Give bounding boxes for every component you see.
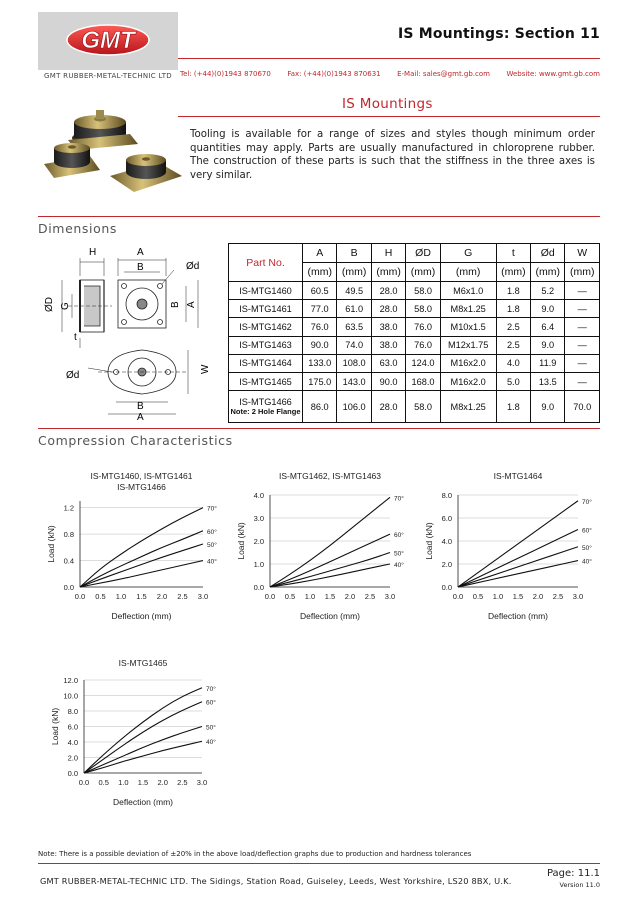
label-W: W (200, 364, 211, 374)
y-tick-label: 0.4 (63, 556, 74, 566)
y-tick-label: 2.0 (441, 560, 452, 569)
table-cell: 106.0 (337, 391, 371, 423)
contact-tel: Tel: (+44)(0)1943 870670 (180, 70, 271, 78)
column-unit: (mm) (371, 263, 405, 282)
table-cell: 61.0 (337, 300, 371, 318)
table-cell: 60.5 (303, 282, 337, 300)
contact-email[interactable]: E-Mail: sales@gmt.gb.com (397, 70, 490, 78)
table-cell: M10x1.5 (440, 318, 496, 336)
series-label: 40° (582, 558, 592, 566)
table-cell: M12x1.75 (440, 336, 496, 354)
part-number-header: Part No. (229, 244, 303, 282)
table-cell: 5.2 (531, 282, 565, 300)
chart-title: IS-MTG1466 (117, 482, 166, 492)
y-tick-label: 0.0 (67, 769, 78, 778)
table-cell: 28.0 (371, 391, 405, 423)
table-cell: 90.0 (371, 372, 405, 390)
x-tick-label: 2.0 (532, 592, 544, 601)
section-divider (178, 116, 600, 117)
label-d: Ød (186, 261, 200, 272)
table-cell: 4.0 (496, 354, 530, 372)
x-tick-label: 1.0 (115, 592, 127, 601)
x-tick-label: 2.5 (552, 592, 564, 601)
table-cell: M16x2.0 (440, 354, 496, 372)
dimension-drawing (38, 242, 224, 422)
logo-text: GMT (81, 27, 135, 54)
table-cell: M6x1.0 (440, 282, 496, 300)
table-cell: 108.0 (337, 354, 371, 372)
label-D: ØD (44, 297, 55, 312)
y-tick-label: 1.0 (253, 560, 264, 569)
table-cell: 5.0 (496, 372, 530, 390)
version-label: Version 11.0 (559, 881, 600, 889)
mount-front-right (110, 154, 182, 192)
x-tick-label: 1.0 (118, 778, 129, 787)
x-tick-label: 0.0 (78, 778, 90, 787)
table-cell: 1.8 (496, 300, 530, 318)
part-number-cell: IS-MTG1463 (229, 336, 303, 354)
x-tick-label: 2.5 (364, 592, 376, 601)
table-row (229, 354, 600, 372)
y-tick-label: 12.0 (63, 676, 78, 685)
x-tick-label: 1.5 (324, 592, 336, 601)
y-tick-label: 3.0 (253, 514, 264, 523)
label-A: A (137, 247, 144, 258)
series-label: 40° (206, 739, 216, 747)
table-cell: 175.0 (303, 372, 337, 390)
chart-title: IS-MTG1462, IS-MTG1463 (278, 471, 382, 481)
table-cell: 38.0 (371, 336, 405, 354)
x-axis-label: Deflection (mm) (300, 611, 360, 621)
x-tick-label: 0.5 (284, 592, 296, 601)
x-tick-label: 2.5 (177, 592, 188, 601)
column-header: W (565, 244, 600, 263)
chart-mtg1465 (38, 652, 226, 816)
series-line (84, 702, 202, 773)
series-label: 50° (206, 724, 216, 732)
column-header: ØD (406, 244, 440, 263)
column-header: A (303, 244, 337, 263)
y-tick-label: 2.0 (67, 753, 78, 763)
contact-fax: Fax: (+44)(0)1943 870631 (287, 70, 381, 78)
series-label: 60° (582, 527, 592, 535)
x-axis-label: Deflection (mm) (113, 797, 173, 807)
table-cell: 6.4 (531, 318, 565, 336)
x-tick-label: 0.5 (95, 592, 106, 601)
y-tick-label: 6.0 (67, 722, 78, 732)
section-heading: IS Mountings (342, 96, 433, 112)
table-cell: 76.0 (406, 336, 440, 354)
table-row (229, 318, 600, 336)
table-cell: — (565, 372, 600, 390)
label-G: G (60, 302, 71, 310)
title-divider (178, 58, 600, 59)
table-cell: 133.0 (303, 354, 337, 372)
series-label: 70° (207, 505, 217, 513)
column-header: B (337, 244, 371, 263)
column-unit: (mm) (406, 263, 440, 282)
y-tick-label: 0.8 (63, 530, 74, 540)
page-title: IS Mountings: Section 11 (397, 26, 600, 42)
table-cell: 1.8 (496, 391, 530, 423)
page-number: Page: 11.1 (546, 868, 600, 879)
table-cell: 11.9 (531, 354, 565, 372)
table-cell: 77.0 (303, 300, 337, 318)
y-tick-label: 0.0 (253, 583, 264, 592)
y-tick-label: 1.2 (63, 503, 74, 513)
part-number-cell: IS-MTG1460 (229, 282, 303, 300)
x-tick-label: 1.5 (512, 592, 524, 601)
table-cell: — (565, 300, 600, 318)
series-label: 40° (394, 562, 404, 569)
part-number-cell: IS-MTG1464 (229, 354, 303, 372)
table-cell: 76.0 (303, 318, 337, 336)
column-header: t (496, 244, 530, 263)
x-tick-label: 1.5 (137, 778, 149, 787)
contact-website[interactable]: Website: www.gmt.gb.com (506, 70, 600, 78)
column-header: Ød (531, 244, 565, 263)
column-unit: (mm) (440, 263, 496, 282)
y-tick-label: 0.0 (441, 583, 452, 592)
x-tick-label: 3.0 (384, 592, 396, 601)
table-row (229, 372, 600, 390)
series-label: 50° (394, 550, 404, 558)
column-header: G (440, 244, 496, 263)
y-tick-label: 2.0 (253, 537, 264, 546)
table-cell: 63.5 (337, 318, 371, 336)
footer-divider (38, 863, 600, 864)
table-row (229, 300, 600, 318)
table-cell: 38.0 (371, 318, 405, 336)
x-tick-label: 1.5 (136, 592, 147, 601)
part-number-cell: IS-MTG1465 (229, 372, 303, 390)
table-row (229, 282, 600, 300)
column-unit: (mm) (337, 263, 371, 282)
table-cell: 90.0 (303, 336, 337, 354)
series-label: 60° (206, 699, 216, 707)
dimensions-table (228, 243, 600, 423)
chart-title: IS-MTG1465 (118, 658, 168, 668)
label-B-flange: B (137, 401, 144, 412)
series-line (80, 508, 203, 587)
label-H: H (89, 247, 97, 258)
label-A-flange: A (137, 412, 144, 422)
column-unit: (mm) (496, 263, 530, 282)
part-number-text: IS-MTG1466 (239, 397, 292, 408)
y-tick-label: 0.0 (63, 583, 74, 592)
table-row (229, 336, 600, 354)
part-number-cell: IS-MTG1461 (229, 300, 303, 318)
dimensions-heading: Dimensions (38, 221, 117, 236)
x-axis-label: Deflection (mm) (111, 611, 172, 621)
series-label: 50° (582, 544, 592, 552)
table-cell: 74.0 (337, 336, 371, 354)
y-tick-label: 4.0 (253, 491, 264, 500)
table-cell: 2.5 (496, 336, 530, 354)
x-tick-label: 0.0 (452, 592, 464, 601)
table-cell: 2.5 (496, 318, 530, 336)
column-unit: (mm) (303, 263, 337, 282)
series-label: 40° (207, 558, 217, 566)
series-line (84, 727, 202, 774)
column-header: H (371, 244, 405, 263)
label-d-flange: Ød (66, 370, 80, 381)
chart-mtg1460 (38, 465, 226, 627)
intro-paragraph: Tooling is available for a range of sizes and styles though minimum order quantities may apply. Parts are usually manufactured in chloroprene rubber. The construction of these parts is such that the stiffness in the three axes is very similar. (190, 129, 595, 181)
table-cell: 70.0 (565, 391, 600, 423)
series-line (80, 531, 203, 587)
table-cell: M8x1.25 (440, 300, 496, 318)
x-tick-label: 1.0 (304, 592, 316, 601)
series-label: 60° (394, 532, 404, 540)
flange-note: Note: 2 Hole Flange (230, 407, 301, 417)
y-tick-label: 8.0 (67, 707, 78, 716)
series-label: 60° (207, 528, 217, 536)
series-line (458, 530, 578, 588)
series-line (80, 544, 203, 587)
y-tick-label: 4.0 (67, 738, 78, 747)
table-row (229, 391, 600, 423)
part-number-cell (229, 391, 303, 423)
series-label: 70° (582, 498, 592, 506)
table-cell: — (565, 282, 600, 300)
label-B: B (137, 262, 144, 273)
table-cell: 1.8 (496, 282, 530, 300)
series-line (458, 547, 578, 587)
y-tick-label: 4.0 (441, 537, 452, 546)
chart-title: IS-MTG1464 (493, 471, 543, 481)
x-axis-label: Deflection (mm) (488, 611, 548, 621)
compression-heading: Compression Characteristics (38, 433, 233, 448)
table-cell: M16x2.0 (440, 372, 496, 390)
x-tick-label: 2.0 (156, 592, 168, 601)
x-tick-label: 3.0 (572, 592, 584, 601)
x-tick-label: 2.0 (157, 778, 168, 787)
y-tick-label: 6.0 (441, 514, 452, 523)
tolerance-note: Note: There is a possible deviation of ±20% in the above load/deflection graphs due to production and hardness tolerances (38, 850, 472, 858)
table-cell: 63.0 (371, 354, 405, 372)
part-number-cell: IS-MTG1462 (229, 318, 303, 336)
table-cell: 9.0 (531, 391, 565, 423)
y-axis-label: Load (kN) (424, 522, 434, 560)
table-cell: 58.0 (406, 300, 440, 318)
x-tick-label: 3.0 (196, 778, 208, 787)
table-cell: — (565, 336, 600, 354)
table-cell: 49.5 (337, 282, 371, 300)
table-cell: — (565, 318, 600, 336)
table-cell: 13.5 (531, 372, 565, 390)
table-cell: 168.0 (406, 372, 440, 390)
x-tick-label: 0.5 (98, 778, 109, 787)
label-t: t (74, 332, 77, 343)
table-cell: 143.0 (337, 372, 371, 390)
x-tick-label: 2.5 (177, 778, 188, 787)
series-line (270, 534, 390, 587)
chart-title: IS-MTG1460, IS-MTG1461 (90, 471, 193, 481)
y-tick-label: 8.0 (441, 491, 452, 500)
label-B-side: B (170, 301, 181, 308)
dimensions-top-rule (38, 216, 600, 217)
company-name-small: GMT RUBBER-METAL-TECHNIC LTD (44, 72, 172, 80)
table-cell: 9.0 (531, 300, 565, 318)
table-header-row (229, 244, 600, 263)
y-axis-label: Load (kN) (46, 525, 56, 563)
chart-mtg1462 (228, 465, 416, 627)
x-tick-label: 1.0 (492, 592, 504, 601)
x-tick-label: 3.0 (197, 592, 209, 601)
column-unit: (mm) (565, 263, 600, 282)
footer-address: GMT RUBBER-METAL-TECHNIC LTD. The Sidings, Station Road, Guiseley, Leeds, West Yorkshire, LS20 8BX, U.K. (40, 876, 512, 886)
x-tick-label: 0.0 (74, 592, 86, 601)
series-label: 50° (207, 542, 217, 549)
table-cell: 9.0 (531, 336, 565, 354)
label-A-side: A (186, 301, 197, 308)
series-label: 70° (206, 685, 216, 693)
column-unit: (mm) (531, 263, 565, 282)
table-cell: 28.0 (371, 300, 405, 318)
compression-top-rule (38, 428, 600, 429)
y-axis-label: Load (kN) (50, 707, 60, 746)
table-cell: 58.0 (406, 282, 440, 300)
y-axis-label: Load (kN) (236, 522, 246, 560)
table-cell: M8x1.25 (440, 391, 496, 423)
table-cell: 86.0 (303, 391, 337, 423)
contact-row (180, 70, 600, 78)
table-cell: 124.0 (406, 354, 440, 372)
x-tick-label: 2.0 (344, 592, 356, 601)
x-tick-label: 0.5 (472, 592, 484, 601)
table-cell: 28.0 (371, 282, 405, 300)
table-cell: 76.0 (406, 318, 440, 336)
table-cell: — (565, 354, 600, 372)
y-tick-label: 10.0 (63, 691, 78, 701)
series-label: 70° (394, 495, 404, 503)
x-tick-label: 0.0 (264, 592, 276, 601)
table-cell: 58.0 (406, 391, 440, 423)
series-line (270, 553, 390, 588)
chart-mtg1464 (416, 465, 604, 627)
product-photo (38, 104, 188, 196)
